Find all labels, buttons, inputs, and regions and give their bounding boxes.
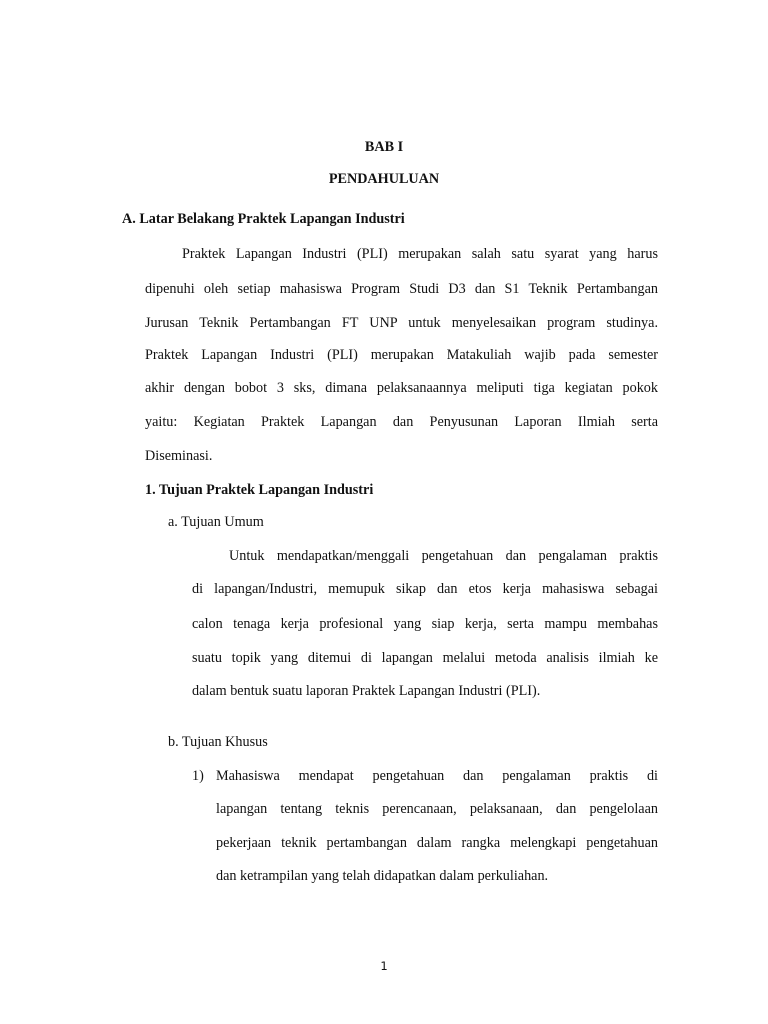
section-a-line-5: akhir dengan bobot 3 sks, dimana pelaksanaannya meliputi tiga kegiatan pokok (145, 380, 658, 396)
tujuan-umum-line-2: di lapangan/Industri, memupuk sikap dan etos kerja mahasiswa sebagai (192, 581, 658, 597)
tujuan-umum-line-5: dalam bentuk suatu laporan Praktek Lapangan Industri (PLI). (192, 683, 541, 699)
section-a-line-3: Jurusan Teknik Pertambangan FT UNP untuk menyelesaikan program studinya. (145, 315, 658, 331)
tujuan-umum-line-1: Untuk mendapatkan/menggali pengetahuan dan pengalaman praktis (229, 548, 658, 564)
tujuan-khusus-item-1-line-2: lapangan tentang teknis perencanaan, pelaksanaan, dan pengelolaan (216, 801, 658, 817)
tujuan-umum-line-4: suatu topik yang ditemui di lapangan melalui metoda analisis ilmiah ke (192, 650, 658, 666)
section-a-line-1: Praktek Lapangan Industri (PLI) merupakan salah satu syarat yang harus (182, 246, 658, 262)
tujuan-umum-heading: a. Tujuan Umum (168, 514, 264, 530)
section-a-line-4: Praktek Lapangan Industri (PLI) merupakan Matakuliah wajib pada semester (145, 347, 658, 363)
tujuan-khusus-item-1-line-3: pekerjaan teknik pertambangan dalam rangka melengkapi pengetahuan (216, 835, 658, 851)
subsection-1-heading: 1. Tujuan Praktek Lapangan Industri (145, 482, 374, 498)
section-a-line-2: dipenuhi oleh setiap mahasiswa Program Studi D3 dan S1 Teknik Pertambangan (145, 281, 658, 297)
section-a-line-7: Diseminasi. (145, 448, 213, 464)
tujuan-khusus-item-1-line-1: Mahasiswa mendapat pengetahuan dan pengalaman praktis di (216, 768, 658, 784)
tujuan-khusus-item-1-number: 1) (192, 768, 204, 784)
chapter-label: BAB I (364, 139, 404, 155)
section-a-heading: A. Latar Belakang Praktek Lapangan Industri (122, 211, 405, 227)
tujuan-khusus-heading: b. Tujuan Khusus (168, 734, 268, 750)
page-number: 1 (380, 959, 388, 973)
chapter-title: PENDAHULUAN (328, 171, 440, 187)
tujuan-umum-line-3: calon tenaga kerja profesional yang siap kerja, serta mampu membahas (192, 616, 658, 632)
section-a-line-6: yaitu: Kegiatan Praktek Lapangan dan Penyusunan Laporan Ilmiah serta (145, 414, 658, 430)
tujuan-khusus-item-1-line-4: dan ketrampilan yang telah didapatkan dalam perkuliahan. (216, 868, 549, 884)
